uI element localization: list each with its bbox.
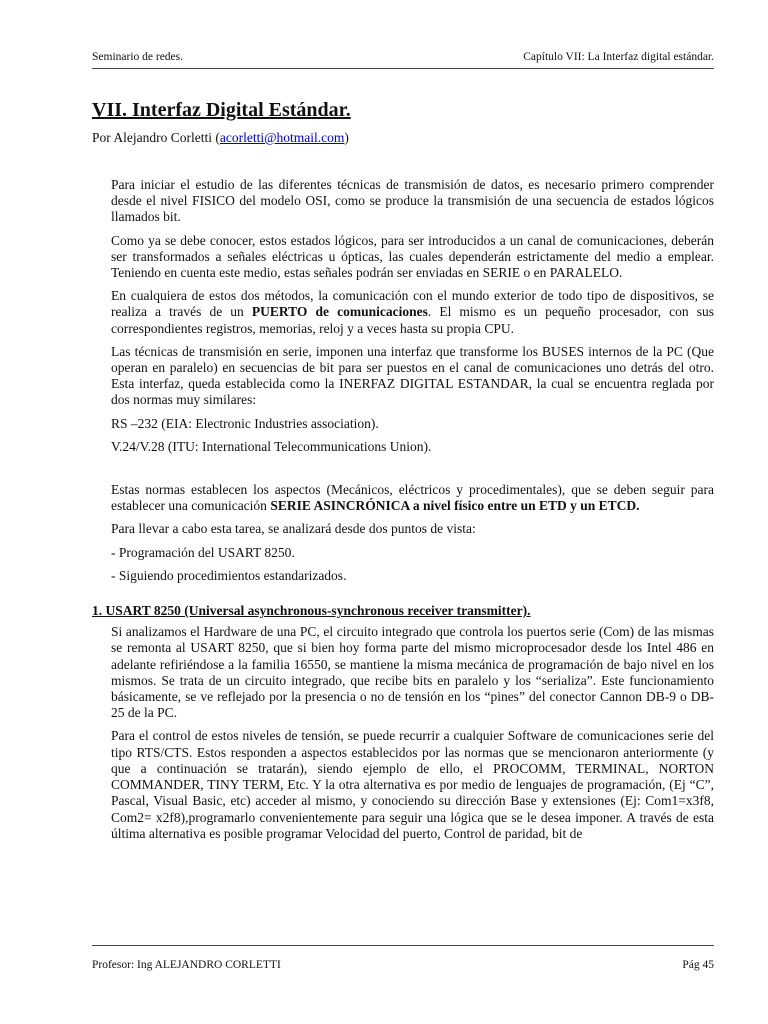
chapter-title: VII. Interfaz Digital Estándar.: [92, 99, 351, 121]
paragraph-port-bold: PUERTO de comunicaciones: [251, 304, 428, 320]
paragraph-serial: Las técnicas de transmisión en serie, imponen una interfaz que transforme los BUSES internos de la PC (Que operan en paralelo) en secuencias de bit para ser puestos en el canal de comunicaciones uno detrás del otro. Esta interfaz, queda establecida como la INERFAZ DIGITAL ESTANDAR, la cual se encuentra reglada por dos normas muy similares:: [111, 343, 714, 408]
spacer: [111, 462, 714, 482]
header-right: Capítulo VII: La Interfaz digital estándar.: [523, 51, 714, 63]
paragraph-norms-text: Estas normas establecen los aspectos (Mecánicos, eléctricos y procedimentales), que se deben seguir para establecer una comunicación: [111, 482, 714, 514]
paragraph-port: [111, 288, 714, 337]
page-footer: [92, 945, 714, 976]
paragraph-hardware: Si analizamos el Hardware de una PC, el circuito integrado que controla los puertos serie (Com) de las mismas se remonta al USART 8250, que si bien hoy forma parte del mismo microprocesador desde los Intel 486 en adelante refiriéndose a la familia 16550, se mantiene la misma mecánica de programación de bajo nivel en los mismos. Se trata de un circuito integrado, que recibe bits en paralelo y los “serializa”. Este funcionamiento básicamente, se ve reflejado por la presencia o no de tensión en los “pines” del conector Cannon DB-9 o DB-25 de la PC.: [111, 624, 714, 721]
section-heading-usart: 1. USART 8250 (Universal asynchronous-synchronous receiver transmitter).: [92, 603, 531, 619]
paragraph-port-text-a: En cualquiera de estos dos métodos, la comunicación con el mundo exterior de todo tipo de dispositivos, se realiza a través de un: [111, 288, 714, 320]
byline: [92, 130, 349, 146]
footer-professor: Profesor: Ing ALEJANDRO CORLETTI: [92, 959, 281, 971]
list-item-procedures: - Siguiendo procedimientos estandarizados.: [111, 567, 347, 583]
list-item-usart: - Programación del USART 8250.: [111, 544, 295, 560]
paragraph-logic-states: Como ya se debe conocer, estos estados lógicos, para ser introducidos a un canal de comunicaciones, deberán ser transformados a señales eléctricas u ópticas, las cuales dependerán estrictamente del medio a emplear. Teniendo en cuenta este medio, estas señales podrán ser enviadas en SERIE o en PARALELO.: [111, 232, 714, 281]
paragraph-control: Para el control de estos niveles de tensión, se puede recurrir a cualquier Software de comunicaciones serie del tipo RTS/CTS. Estos responden a aspectos establecidos por las normas que se mencionaron anteriormente (y que a continuación se tratarán), siendo ejemplo de ello, el PROCOMM, TERMINAL, NORTON COMMANDER, TINY TERM, Etc. Y la otra alternativa es por medio de lenguajes de programación, (Ej “C”, Pascal, Visual Basic, etc) acceder al mismo, y conociendo su dirección Base y extensiones (Ej: Com1=x3f8, Com2= x2f8),programarlo convenientemente para seguir una lógica que se le desea imponer. A través de esta última alternativa es posible programar Velocidad del puerto, Control de paridad, bit de: [111, 728, 714, 841]
header-left: Seminario de redes.: [92, 51, 184, 63]
paragraph-intro: Para iniciar el estudio de las diferentes técnicas de transmisión de datos, es necesario primero comprender desde el nivel FISICO del modelo OSI, como se produce la transmisión de una secuencia de estados lógicos llamados bit.: [111, 177, 714, 225]
paragraph-port-text-c: . El mismo es un pequeño procesador, con sus correspondientes registros, memorias, reloj y a veces hasta su propia CPU.: [111, 304, 714, 336]
paragraph-approach: Para llevar a cabo esta tarea, se analizará desde dos puntos de vista:: [111, 521, 476, 537]
byline-suffix: ): [344, 130, 349, 145]
paragraph-norms: [111, 482, 714, 514]
body-content: [92, 177, 714, 849]
page-header: [92, 51, 714, 69]
byline-prefix: Por Alejandro Corletti (: [92, 130, 220, 145]
norm-rs232: RS –232 (EIA: Electronic Industries association).: [111, 415, 379, 431]
paragraph-norms-bold: SERIE ASINCRÓNICA a nivel físico entre un ETD y un ETCD.: [270, 498, 640, 514]
author-email-link[interactable]: acorletti@hotmail.com: [219, 130, 345, 145]
norm-v24: V.24/V.28 (ITU: International Telecommunications Union).: [111, 438, 432, 454]
footer-page-number: Pág 45: [682, 959, 714, 971]
